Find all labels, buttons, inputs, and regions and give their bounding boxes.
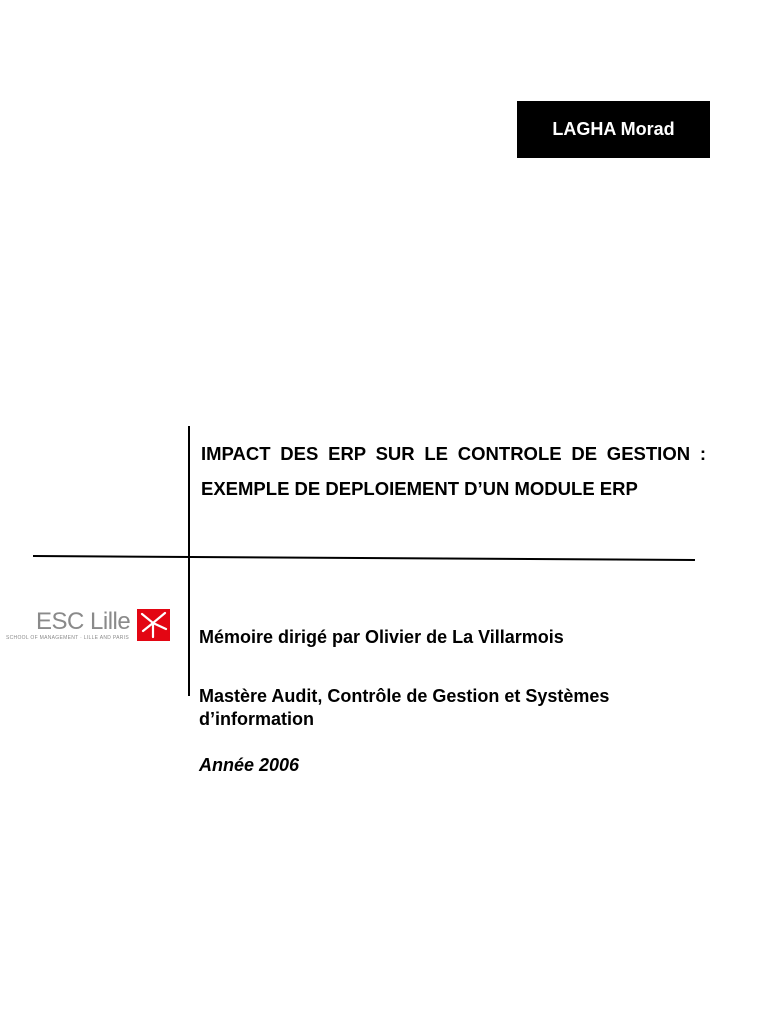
year-line: Année 2006 bbox=[199, 755, 300, 775]
logo-tagline: SCHOOL OF MANAGEMENT · LILLE AND PARIS bbox=[6, 635, 129, 641]
esc-lille-logo-icon bbox=[137, 609, 170, 641]
supervisor-line: Mémoire dirigé par Olivier de La Villarmois bbox=[199, 627, 564, 647]
author-box bbox=[517, 101, 710, 158]
horizontal-divider bbox=[33, 555, 695, 561]
logo-name: ESC Lille bbox=[36, 608, 131, 635]
vertical-divider bbox=[188, 426, 190, 696]
thesis-title: IMPACT DES ERP SUR LE CONTROLE DE GESTION : EXEMPLE DE DEPLOIEMENT D’UN MODULE ERP bbox=[201, 443, 706, 499]
school-logo bbox=[6, 608, 170, 644]
author-name: LAGHA Morad bbox=[552, 119, 675, 139]
program-name: Mastère Audit, Contrôle de Gestion et Systèmes d’information bbox=[199, 686, 610, 729]
